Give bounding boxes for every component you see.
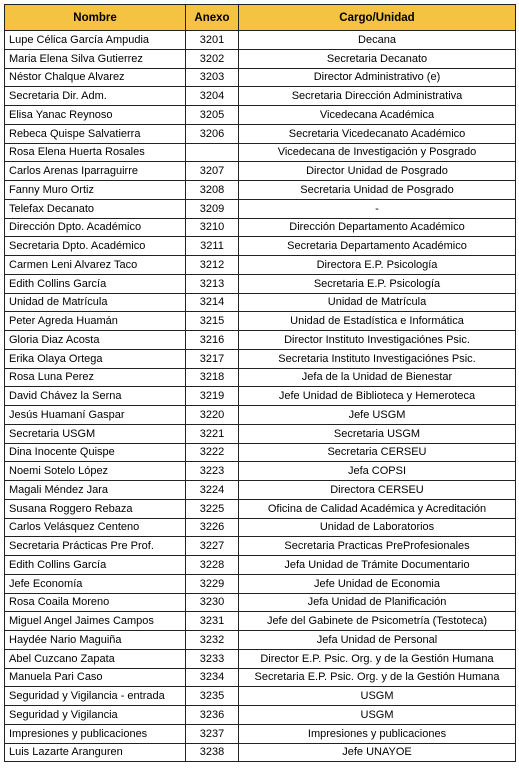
- nombre-cell: Rosa Elena Huerta Rosales: [5, 143, 186, 162]
- anexo-cell: 3223: [186, 462, 239, 481]
- anexo-cell: 3220: [186, 406, 239, 425]
- nombre-cell: Secretaria Dpto. Académico: [5, 237, 186, 256]
- anexo-cell: 3222: [186, 443, 239, 462]
- anexo-cell: 3233: [186, 649, 239, 668]
- anexo-cell: 3234: [186, 668, 239, 687]
- anexo-cell: 3229: [186, 574, 239, 593]
- table-row: [5, 556, 516, 575]
- table-row: [5, 462, 516, 481]
- cargo-cell: -: [239, 199, 516, 218]
- cargo-cell: Secretaria Dirección Administrativa: [239, 87, 516, 106]
- anexo-cell: 3213: [186, 274, 239, 293]
- anexo-cell: 3208: [186, 181, 239, 200]
- table-row: [5, 312, 516, 331]
- table-row: [5, 668, 516, 687]
- cargo-cell: Decana: [239, 31, 516, 50]
- cargo-cell: Secretaria USGM: [239, 424, 516, 443]
- cargo-cell: Director Unidad de Posgrado: [239, 162, 516, 181]
- table-row: [5, 593, 516, 612]
- anexo-cell: 3225: [186, 499, 239, 518]
- cargo-cell: Jefe USGM: [239, 406, 516, 425]
- table-row: [5, 537, 516, 556]
- table-row: [5, 481, 516, 500]
- nombre-cell: Jesús Huamaní Gaspar: [5, 406, 186, 425]
- nombre-cell: Jefe Economía: [5, 574, 186, 593]
- nombre-cell: Edith Collins García: [5, 556, 186, 575]
- nombre-cell: Rebeca Quispe Salvatierra: [5, 124, 186, 143]
- cargo-cell: Jefa de la Unidad de Bienestar: [239, 368, 516, 387]
- cargo-cell: Jefa COPSI: [239, 462, 516, 481]
- anexo-cell: 3205: [186, 106, 239, 125]
- table-row: [5, 181, 516, 200]
- nombre-cell: Carlos Velásquez Centeno: [5, 518, 186, 537]
- cargo-cell: Director Administrativo (e): [239, 68, 516, 87]
- nombre-cell: Haydée Nario Maguiña: [5, 631, 186, 650]
- anexo-cell: 3212: [186, 256, 239, 275]
- table-row: [5, 631, 516, 650]
- cargo-cell: Jefa Unidad de Planificación: [239, 593, 516, 612]
- cargo-cell: Secretaria Instituto Investigaciónes Psic.: [239, 349, 516, 368]
- nombre-cell: Abel Cuzcano Zapata: [5, 649, 186, 668]
- table-row: [5, 274, 516, 293]
- cargo-cell: Directora E.P. Psicología: [239, 256, 516, 275]
- table-row: [5, 499, 516, 518]
- nombre-cell: Erika Olaya Ortega: [5, 349, 186, 368]
- table-body: [5, 31, 516, 762]
- table-row: [5, 687, 516, 706]
- anexo-cell: 3230: [186, 593, 239, 612]
- nombre-cell: Telefax Decanato: [5, 199, 186, 218]
- cargo-cell: Director E.P. Psic. Org. y de la Gestión Humana: [239, 649, 516, 668]
- anexo-cell: 3204: [186, 87, 239, 106]
- cargo-cell: USGM: [239, 706, 516, 725]
- nombre-cell: Carmen Leni Alvarez Taco: [5, 256, 186, 275]
- nombre-cell: Rosa Coaila Moreno: [5, 593, 186, 612]
- table-row: [5, 331, 516, 350]
- header-nombre: Nombre: [5, 5, 186, 31]
- table-row: [5, 237, 516, 256]
- nombre-cell: Luis Lazarte Aranguren: [5, 743, 186, 762]
- anexo-cell: 3215: [186, 312, 239, 331]
- cargo-cell: Secretaria E.P. Psic. Org. y de la Gestión Humana: [239, 668, 516, 687]
- cargo-cell: Jefe UNAYOE: [239, 743, 516, 762]
- cargo-cell: Secretaria Departamento Académico: [239, 237, 516, 256]
- nombre-cell: Dirección Dpto. Académico: [5, 218, 186, 237]
- anexo-cell: [186, 143, 239, 162]
- cargo-cell: Director Instituto Investigaciónes Psic.: [239, 331, 516, 350]
- cargo-cell: Jefe Unidad de Biblioteca y Hemeroteca: [239, 387, 516, 406]
- nombre-cell: Seguridad y Vigilancia - entrada: [5, 687, 186, 706]
- anexo-cell: 3227: [186, 537, 239, 556]
- nombre-cell: Carlos Arenas Iparraguirre: [5, 162, 186, 181]
- nombre-cell: Unidad de Matrícula: [5, 293, 186, 312]
- table-row: [5, 106, 516, 125]
- table-row: [5, 349, 516, 368]
- header-anexo: Anexo: [186, 5, 239, 31]
- nombre-cell: Miguel Angel Jaimes Campos: [5, 612, 186, 631]
- anexo-cell: 3201: [186, 31, 239, 50]
- table-header: [5, 5, 516, 31]
- nombre-cell: Manuela Pari Caso: [5, 668, 186, 687]
- nombre-cell: Impresiones y publicaciones: [5, 724, 186, 743]
- anexo-cell: 3209: [186, 199, 239, 218]
- table-row: [5, 256, 516, 275]
- table-row: [5, 612, 516, 631]
- table-row: [5, 218, 516, 237]
- nombre-cell: Magali Méndez Jara: [5, 481, 186, 500]
- table-row: [5, 162, 516, 181]
- nombre-cell: David Chávez la Serna: [5, 387, 186, 406]
- nombre-cell: Edith Collins García: [5, 274, 186, 293]
- nombre-cell: Peter Agreda Huamán: [5, 312, 186, 331]
- table-row: [5, 649, 516, 668]
- cargo-cell: Oficina de Calidad Académica y Acreditación: [239, 499, 516, 518]
- cargo-cell: Secretaria Practicas PreProfesionales: [239, 537, 516, 556]
- anexo-cell: 3207: [186, 162, 239, 181]
- table-row: [5, 424, 516, 443]
- nombre-cell: Rosa Luna Perez: [5, 368, 186, 387]
- table-row: [5, 387, 516, 406]
- table-row: [5, 706, 516, 725]
- cargo-cell: Secretaria CERSEU: [239, 443, 516, 462]
- anexo-cell: 3224: [186, 481, 239, 500]
- table-row: [5, 143, 516, 162]
- table-row: [5, 293, 516, 312]
- anexo-cell: 3217: [186, 349, 239, 368]
- nombre-cell: Gloria Diaz Acosta: [5, 331, 186, 350]
- cargo-cell: Impresiones y publicaciones: [239, 724, 516, 743]
- cargo-cell: Vicedecana Académica: [239, 106, 516, 125]
- cargo-cell: Secretaria Unidad de Posgrado: [239, 181, 516, 200]
- cargo-cell: Unidad de Matrícula: [239, 293, 516, 312]
- anexo-cell: 3216: [186, 331, 239, 350]
- nombre-cell: Secretaria USGM: [5, 424, 186, 443]
- nombre-cell: Noemi Sotelo López: [5, 462, 186, 481]
- anexo-cell: 3202: [186, 49, 239, 68]
- cargo-cell: Secretaria Decanato: [239, 49, 516, 68]
- nombre-cell: Lupe Célica García Ampudia: [5, 31, 186, 50]
- anexo-cell: 3226: [186, 518, 239, 537]
- anexo-cell: 3218: [186, 368, 239, 387]
- anexo-cell: 3219: [186, 387, 239, 406]
- nombre-cell: Susana Roggero Rebaza: [5, 499, 186, 518]
- anexo-cell: 3211: [186, 237, 239, 256]
- anexo-cell: 3237: [186, 724, 239, 743]
- nombre-cell: Dina Inocente Quispe: [5, 443, 186, 462]
- anexo-cell: 3228: [186, 556, 239, 575]
- cargo-cell: Vicedecana de Investigación y Posgrado: [239, 143, 516, 162]
- anexo-cell: 3206: [186, 124, 239, 143]
- anexo-cell: 3235: [186, 687, 239, 706]
- anexo-cell: 3238: [186, 743, 239, 762]
- anexo-cell: 3203: [186, 68, 239, 87]
- table-row: [5, 87, 516, 106]
- cargo-cell: Secretaria Vicedecanato Académico: [239, 124, 516, 143]
- cargo-cell: USGM: [239, 687, 516, 706]
- cargo-cell: Secretaria E.P. Psicología: [239, 274, 516, 293]
- nombre-cell: Maria Elena Silva Gutierrez: [5, 49, 186, 68]
- cargo-cell: Jefa Unidad de Trámite Documentario: [239, 556, 516, 575]
- anexo-cell: 3232: [186, 631, 239, 650]
- table-row: [5, 49, 516, 68]
- table-row: [5, 743, 516, 762]
- cargo-cell: Jefe Unidad de Economia: [239, 574, 516, 593]
- cargo-cell: Dirección Departamento Académico: [239, 218, 516, 237]
- table-row: [5, 124, 516, 143]
- table-row: [5, 724, 516, 743]
- anexo-cell: 3214: [186, 293, 239, 312]
- nombre-cell: Elisa Yanac Reynoso: [5, 106, 186, 125]
- table-row: [5, 406, 516, 425]
- nombre-cell: Secretaria Dir. Adm.: [5, 87, 186, 106]
- table-row: [5, 518, 516, 537]
- nombre-cell: Seguridad y Vigilancia: [5, 706, 186, 725]
- header-row: [5, 5, 516, 31]
- nombre-cell: Néstor Chalque Alvarez: [5, 68, 186, 87]
- nombre-cell: Secretaria Prácticas Pre Prof.: [5, 537, 186, 556]
- anexo-cell: 3236: [186, 706, 239, 725]
- table-row: [5, 68, 516, 87]
- cargo-cell: Jefe del Gabinete de Psicometría (Testoteca): [239, 612, 516, 631]
- nombre-cell: Fanny Muro Ortiz: [5, 181, 186, 200]
- header-cargo: Cargo/Unidad: [239, 5, 516, 31]
- table-row: [5, 199, 516, 218]
- directory-table: [4, 4, 516, 762]
- anexo-cell: 3231: [186, 612, 239, 631]
- table-row: [5, 574, 516, 593]
- directory-table-container: [4, 4, 516, 762]
- table-row: [5, 31, 516, 50]
- cargo-cell: Directora CERSEU: [239, 481, 516, 500]
- cargo-cell: Unidad de Laboratorios: [239, 518, 516, 537]
- cargo-cell: Jefa Unidad de Personal: [239, 631, 516, 650]
- anexo-cell: 3210: [186, 218, 239, 237]
- anexo-cell: 3221: [186, 424, 239, 443]
- cargo-cell: Unidad de Estadística e Informática: [239, 312, 516, 331]
- table-row: [5, 368, 516, 387]
- table-row: [5, 443, 516, 462]
